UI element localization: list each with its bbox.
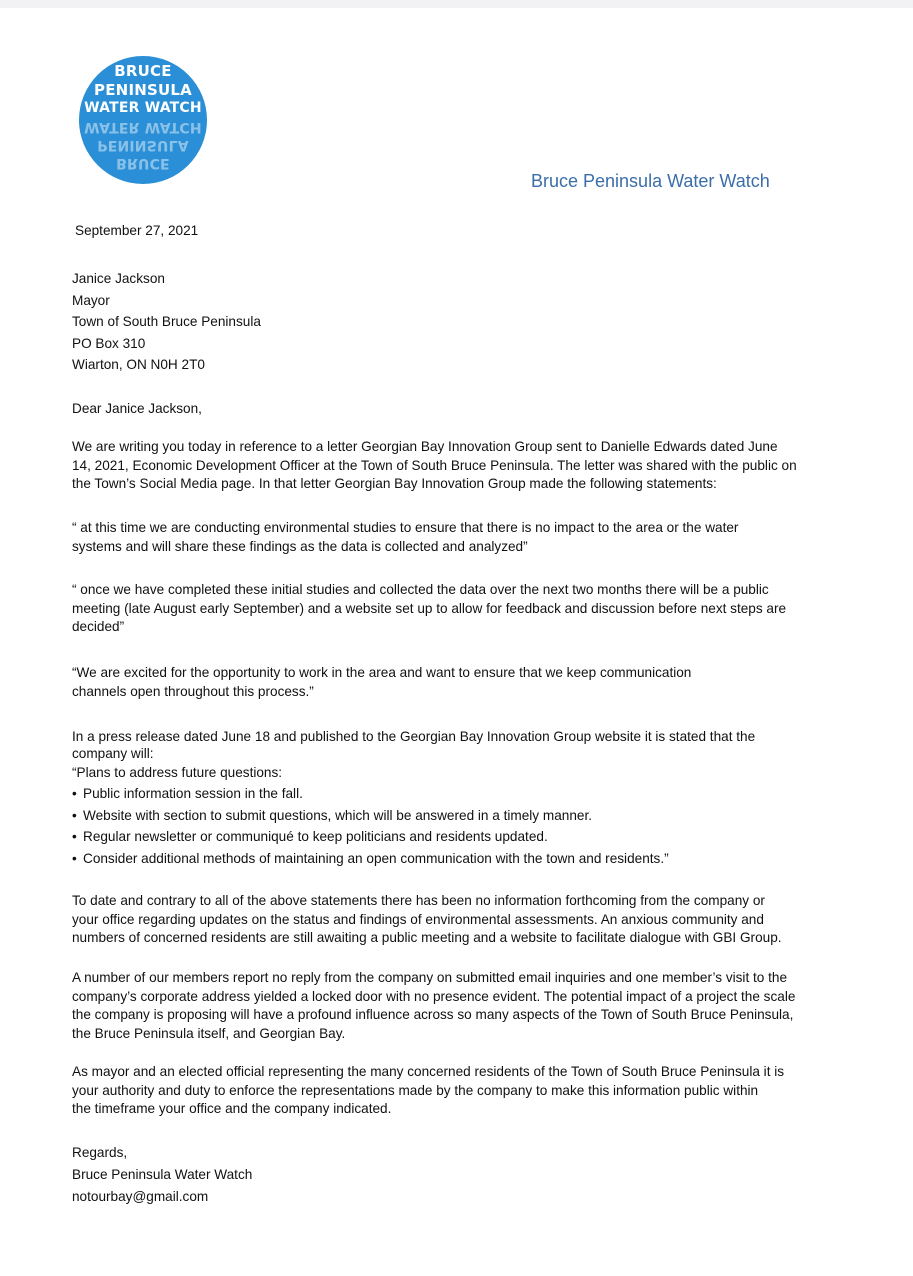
bullet-icon: •	[72, 829, 77, 844]
quote-public-meeting	[72, 581, 842, 637]
press-release-heading: “Plans to address future questions:	[72, 765, 283, 780]
text-line: meeting (late August early September) and a website set up to allow for feedback and discussion before next steps are	[72, 600, 787, 616]
bullet-icon: •	[72, 807, 77, 823]
contact-email: notourbay@gmail.com	[72, 1189, 209, 1204]
logo-reflection-line-2: PENINSULA	[97, 137, 189, 153]
text-line: As mayor and an elected official representing the many concerned residents of the Town of South Bruce Peninsula it is	[72, 1064, 785, 1079]
recipient-organization: Town of South Bruce Peninsula	[72, 314, 261, 329]
salutation: Dear Janice Jackson,	[72, 401, 202, 416]
signer-name: Bruce Peninsula Water Watch	[72, 1167, 253, 1182]
text-line: the Bruce Peninsula itself, and Georgian Bay.	[72, 1025, 346, 1041]
press-release-section	[72, 728, 842, 869]
list-item	[72, 848, 842, 870]
quote-environmental-studies	[72, 519, 842, 556]
text-line: company will:	[72, 746, 154, 761]
text-line: the Town’s Social Media page. In that letter Georgian Bay Innovation Group made the following statements:	[72, 476, 717, 491]
bullet-icon: •	[72, 786, 77, 801]
list-item	[72, 826, 842, 848]
list-item	[72, 805, 842, 827]
logo-reflection-line-3: WATER WATCH	[84, 119, 202, 135]
logo-reflection-line-1: BRUCE	[116, 155, 170, 171]
request-paragraph	[72, 1063, 842, 1119]
text-line: “ at this time we are conducting environmental studies to ensure that there is no impact to the area or the water	[72, 520, 739, 535]
closing-block	[72, 1142, 252, 1208]
letter-date: September 27, 2021	[75, 223, 199, 238]
bullet-icon: •	[72, 850, 77, 866]
text-line: A number of our members report no reply from the company on submitted email inquiries and one member’s visit to the	[72, 970, 788, 985]
top-border	[0, 0, 913, 8]
recipient-city: Wiarton, ON N0H 2T0	[72, 357, 205, 372]
quote-communication	[72, 664, 842, 701]
text-line: decided”	[72, 619, 125, 634]
bpww-logo	[79, 56, 207, 184]
text-line: 14, 2021, Economic Development Officer at the Town of South Bruce Peninsula. The letter was shared with the public on	[72, 457, 797, 473]
bullet-text: Regular newsletter or communiqué to keep politicians and residents updated.	[83, 829, 548, 844]
logo-text-line-1: BRUCE	[114, 62, 172, 80]
text-line: We are writing you today in reference to a letter Georgian Bay Innovation Group sent to Danielle Edwards dated June	[72, 439, 778, 454]
bullet-text: Public information session in the fall.	[83, 786, 303, 801]
recipient-address	[72, 268, 261, 376]
text-line: your office regarding updates on the status and findings of environmental assessments. An anxious community and	[72, 911, 764, 927]
text-line: the timeframe your office and the company indicated.	[72, 1101, 392, 1116]
recipient-title: Mayor	[72, 292, 110, 308]
recipient-po-box: PO Box 310	[72, 335, 146, 351]
text-line: company’s corporate address yielded a locked door with no presence evident. The potential impact of a project the scale	[72, 988, 796, 1004]
press-release-bullet-list	[72, 783, 842, 869]
letterhead-org-name: Bruce Peninsula Water Watch	[531, 171, 770, 191]
text-line: channels open throughout this process.”	[72, 683, 314, 699]
text-line: To date and contrary to all of the above statements there has been no information forthcoming from the company or	[72, 893, 765, 908]
status-paragraph	[72, 892, 842, 948]
text-line: numbers of concerned residents are still awaiting a public meeting and a website to facilitate dialogue with GBI Group.	[72, 930, 782, 945]
recipient-name: Janice Jackson	[72, 271, 165, 286]
members-paragraph	[72, 969, 842, 1043]
logo-text-line-2: PENINSULA	[94, 81, 192, 99]
valediction: Regards,	[72, 1145, 128, 1160]
text-line: the company is proposing will have a profound influence across so many aspects of the Town of South Bruce Peninsula,	[72, 1007, 794, 1022]
logo-text-line-3: WATER WATCH	[84, 100, 202, 116]
text-line: “We are excited for the opportunity to work in the area and want to ensure that we keep communication	[72, 665, 692, 680]
text-line: “ once we have completed these initial studies and collected the data over the next two months there will be a public	[72, 582, 769, 597]
text-line: In a press release dated June 18 and published to the Georgian Bay Innovation Group website it is stated that the	[72, 729, 756, 744]
text-line: systems and will share these findings as the data is collected and analyzed”	[72, 538, 528, 554]
list-item	[72, 783, 842, 805]
text-line: your authority and duty to enforce the representations made by the company to make this information public within	[72, 1082, 759, 1098]
bullet-text: Consider additional methods of maintaining an open communication with the town and residents.”	[83, 850, 669, 866]
bullet-text: Website with section to submit questions, which will be answered in a timely manner.	[83, 807, 592, 823]
intro-paragraph	[72, 438, 842, 494]
